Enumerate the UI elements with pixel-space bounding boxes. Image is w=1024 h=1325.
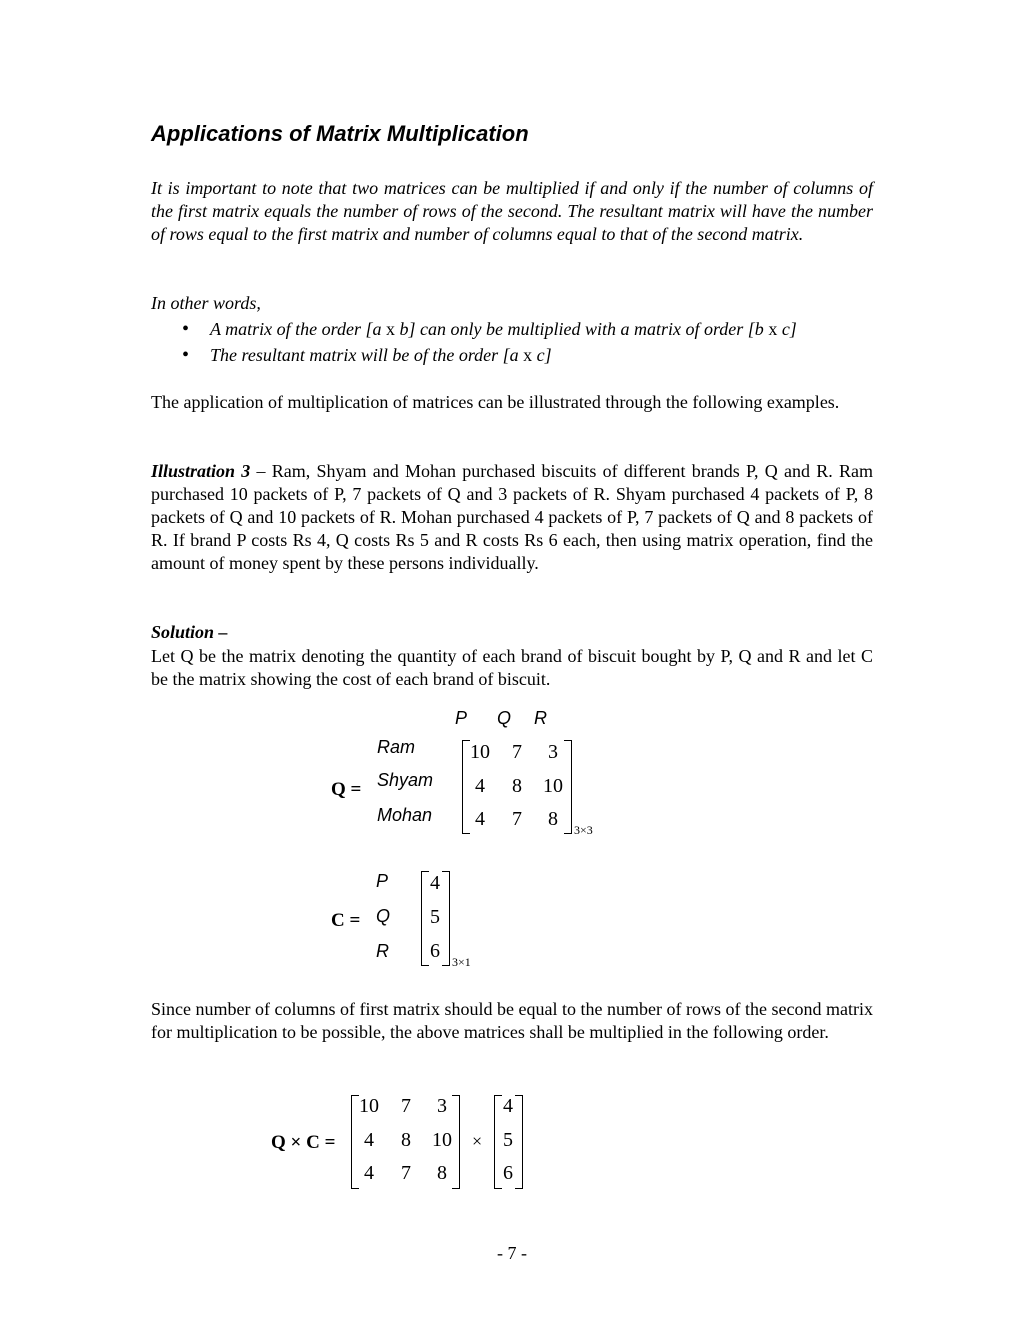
matrix-cell: 4	[475, 808, 485, 830]
row-label-q: Q	[376, 906, 391, 926]
col-header-q: Q	[497, 708, 512, 728]
list-item	[151, 342, 873, 368]
bullet-text: b] can only be multiplied with a matrix of order [b	[395, 319, 769, 339]
bullet-icon: •	[182, 318, 190, 340]
illustration-paragraph	[151, 460, 873, 575]
bullet-text: x	[523, 345, 533, 365]
matrix-cell: 3	[548, 741, 558, 763]
matrix-cell: 8	[401, 1129, 411, 1151]
intro-paragraph: It is important to note that two matrices can be multiplied if and only if the number of columns of the first matrix equals the number of rows of the second. The resultant matrix will have the number of rows equal to the first matrix and number of columns equal to that of the second matrix.	[151, 178, 873, 244]
matrix-cell: 4	[430, 872, 440, 894]
product-name: Q × C =	[271, 1132, 336, 1153]
col-header-p: P	[455, 708, 468, 728]
list-item	[151, 316, 873, 342]
matrix-cell: 10	[543, 775, 563, 797]
matrix-c-name: C =	[331, 910, 361, 931]
matrix-cell: 6	[503, 1162, 513, 1184]
matrix-cell: 4	[364, 1162, 374, 1184]
illustration-text: Ram, Shyam and Mohan purchased biscuits of different brands P, Q and R. Ram purchased 10 packets of P, 7 packets of Q and 3 packets of R. Shyam purchased 4 packets of P, 8 packets of Q and 10 packets of R. Mohan purchased 4 packets of P, 7 packets of Q and 8 packets of R. If brand P costs Rs 4, Q costs Rs 5 and R costs Rs 6 each, then using matrix operation, find the amount of money spent by these persons individually.	[151, 461, 874, 573]
matrix-cell: 4	[503, 1095, 513, 1117]
row-label-mohan: Mohan	[377, 805, 433, 825]
page-number: - 7 -	[497, 1243, 527, 1263]
matrix-order: 3×1	[452, 955, 471, 969]
matrix-cell: 4	[364, 1129, 374, 1151]
matrix-cell: 7	[401, 1162, 411, 1184]
matrix-cell: 10	[432, 1129, 452, 1151]
matrix-cell: 5	[430, 906, 440, 928]
matrix-cell: 4	[475, 775, 485, 797]
matrix-cell: 7	[512, 741, 522, 763]
matrix-cell: 7	[401, 1095, 411, 1117]
matrix-cell: 8	[437, 1162, 447, 1184]
bullet-text: x	[386, 319, 395, 339]
matrix-cell: 5	[503, 1129, 513, 1151]
solution-label: Solution –	[151, 622, 228, 642]
row-label-r: R	[376, 941, 389, 961]
col-header-r: R	[534, 708, 547, 728]
matrix-q-name: Q =	[331, 779, 362, 800]
bullet-text: c]	[777, 319, 797, 339]
row-label-p: P	[376, 871, 389, 891]
bullet-text: c]	[532, 345, 552, 365]
matrix-order: 3×3	[574, 823, 593, 837]
row-label-shyam: Shyam	[377, 770, 434, 790]
since-paragraph: Since number of columns of first matrix should be equal to the number of rows of the second matrix for multiplication to be possible, the above matrices shall be multiplied in the following order.	[151, 999, 873, 1042]
other-words-text: In other words,	[151, 293, 261, 313]
solution-text: Let Q be the matrix denoting the quantity of each brand of biscuit bought by P, Q and R and let C be the matrix showing the cost of each brand of biscuit.	[151, 646, 873, 689]
bullet-text: x	[768, 319, 778, 339]
times-sign: ×	[472, 1131, 483, 1151]
matrix-cell: 8	[512, 775, 522, 797]
bullet-text: A matrix of the order [a	[210, 319, 386, 339]
matrix-cell: 10	[359, 1095, 379, 1117]
matrix-cell: 7	[512, 808, 522, 830]
rules-list	[151, 316, 873, 368]
row-label-ram: Ram	[377, 737, 416, 757]
bullet-text: The resultant matrix will be of the order [a	[210, 345, 524, 365]
illustration-label: Illustration 3	[151, 461, 251, 481]
section-heading: Applications of Matrix Multiplication	[151, 121, 529, 146]
matrix-cell: 6	[430, 940, 440, 962]
matrix-cell: 8	[548, 808, 558, 830]
bullet-icon: •	[182, 344, 190, 366]
illustration-dash: –	[250, 461, 272, 481]
matrix-cell: 3	[437, 1095, 447, 1117]
application-paragraph: The application of multiplication of matrices can be illustrated through the following examples.	[151, 392, 840, 412]
matrix-cell: 10	[470, 741, 490, 763]
